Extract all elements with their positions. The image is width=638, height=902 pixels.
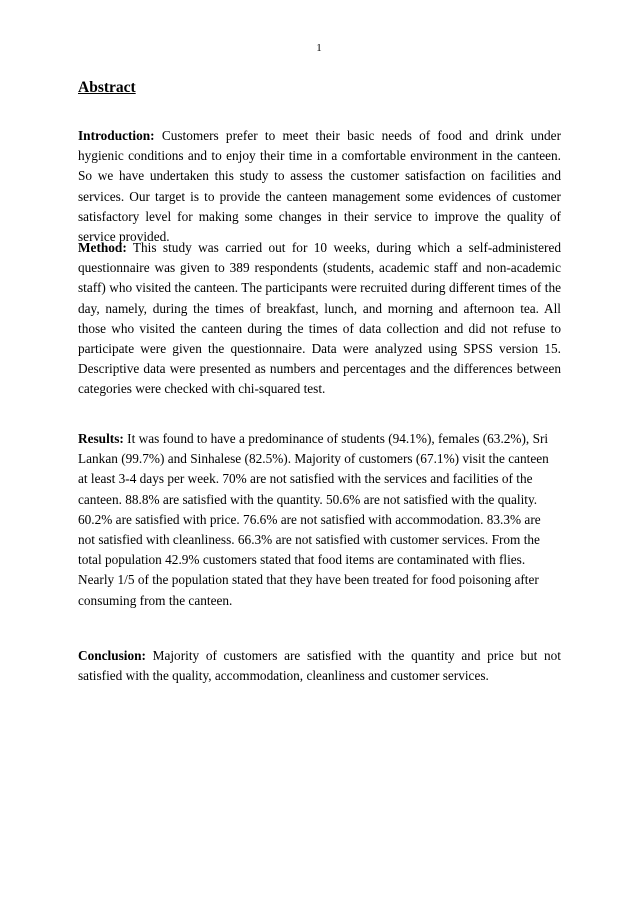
conclusion-paragraph bbox=[78, 646, 561, 686]
method-label: Method: bbox=[78, 240, 127, 255]
results-text: It was found to have a predominance of students (94.1%), females (63.2%), Sri Lankan (99.7%) and Sinhalese (82.5%). Majority of customers (67.1%) visit the canteen at least 3-4 days per week. 70% are not satisfied with the services and facilities of the canteen. 88.8% are satisfied with the quantity. 50.6% are not satisfied with the quality. 60.2% are satisfied with price. 76.6% are not satisfied with accommodation. 83.3% are not satisfied with cleanliness. 66.3% are not satisfied with customer services. From the total population 42.9% customers stated that food items are contaminated with flies. Nearly 1/5 of the population stated that they have been treated for food poisoning after consuming from the canteen. bbox=[78, 431, 549, 608]
method-text: This study was carried out for 10 weeks, during which a self-administered questionnaire was given to 389 respondents (students, academic staff and non-academic staff) who visited the canteen. The participants were recruited during different times of the day, namely, during the times of breakfast, lunch, and morning and afternoon tea. All those who visited the canteen during the times of data collection and did not refuse to participate were given the questionnaire. Data were analyzed using SPSS version 15. Descriptive data were presented as numbers and percentages and the differences between categories were checked with chi-squared test. bbox=[78, 240, 561, 397]
page-number: 1 bbox=[316, 42, 322, 54]
abstract-heading: Abstract bbox=[78, 79, 136, 96]
method-paragraph bbox=[78, 238, 561, 400]
results-label: Results: bbox=[78, 431, 124, 446]
introduction-text: Customers prefer to meet their basic needs of food and drink under hygienic conditions and to enjoy their time in a comfortable environment in the canteen. So we have undertaken this study to assess the customer satisfaction on facilities and services. Our target is to provide the canteen management some evidences of customer satisfactory level for making some changes in their service to improve the quality of service provided. bbox=[78, 128, 562, 245]
conclusion-text: Majority of customers are satisfied with the quantity and price but not satisfied with the quality, accommodation, cleanliness and customer services. bbox=[78, 648, 562, 684]
introduction-paragraph bbox=[78, 126, 561, 247]
conclusion-label: Conclusion: bbox=[78, 648, 146, 663]
introduction-label: Introduction: bbox=[78, 128, 155, 143]
results-paragraph bbox=[78, 429, 556, 611]
